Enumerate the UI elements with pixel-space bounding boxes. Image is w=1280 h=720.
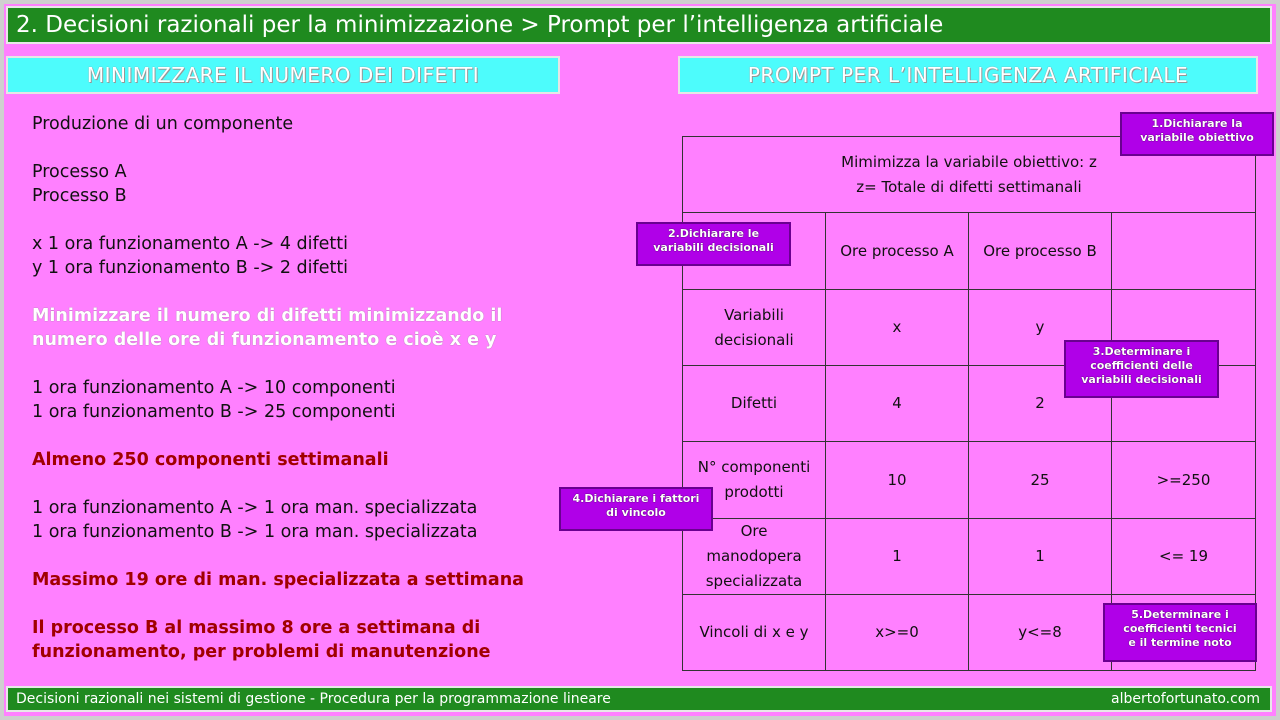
row-label-line: Variabili bbox=[724, 305, 784, 324]
step-tag-2 bbox=[636, 222, 791, 266]
table-cell: 1 bbox=[826, 519, 969, 595]
slide-title: 2. Decisioni razionali per la minimizzazione > Prompt per l’intelligenza artificiale bbox=[6, 6, 1272, 44]
row-label-line: decisionali bbox=[714, 330, 794, 349]
step-tag-line: variabili decisionali bbox=[653, 241, 774, 254]
step-tag-line: 5.Determinare i bbox=[1131, 608, 1229, 621]
footer-site-link: albertofortunato.com bbox=[1110, 691, 1260, 707]
step-tag-line: variabile obiettivo bbox=[1140, 131, 1254, 144]
step-tag-line: 2.Dichiarare le bbox=[667, 227, 760, 240]
step-tag-line: di vincolo bbox=[606, 506, 666, 519]
text-line: 1 ora funzionamento A -> 10 componenti bbox=[32, 378, 396, 398]
constraint-line: funzionamento, per problemi di manutenzione bbox=[32, 642, 491, 662]
row-label-line: Ore bbox=[740, 522, 768, 540]
highlight-line: numero delle ore di funzionamento e cioè x e y bbox=[32, 330, 497, 350]
text-line: Produzione di un componente bbox=[32, 114, 294, 134]
constraint-line: Massimo 19 ore di man. specializzata a settimana bbox=[32, 570, 524, 590]
table-cell: x bbox=[826, 290, 969, 366]
step-tag-3 bbox=[1064, 340, 1219, 398]
constraint-line: Almeno 250 componenti settimanali bbox=[32, 450, 389, 470]
step-tag-line: e il termine noto bbox=[1128, 636, 1232, 649]
table-cell: 10 bbox=[826, 442, 969, 519]
row-label-cell bbox=[683, 290, 826, 366]
table-cell: 2 bbox=[969, 366, 1112, 442]
row-label-line: N° componenti bbox=[697, 458, 811, 476]
text-line: 1 ora funzionamento A -> 1 ora man. specializzata bbox=[32, 498, 478, 518]
step-tag-line: 3.Determinare i bbox=[1092, 345, 1191, 358]
table-header-cell: Ore processo B bbox=[969, 213, 1112, 290]
highlight-line: Minimizzare il numero di difetti minimizzando il bbox=[32, 306, 503, 326]
objective-line: Mimimizza la variabile obiettivo: z bbox=[841, 152, 1097, 171]
step-tag-line: 1.Dichiarare la bbox=[1151, 117, 1243, 130]
row-label-line: specializzata bbox=[705, 572, 803, 590]
step-tag-line: coefficienti tecnici bbox=[1123, 622, 1237, 635]
table-cell: x>=0 bbox=[826, 595, 969, 671]
text-line: x 1 ora funzionamento A -> 4 difetti bbox=[32, 234, 349, 254]
table-cell: 1 bbox=[969, 519, 1112, 595]
row-label-cell: Difetti bbox=[683, 366, 826, 442]
text-line: 1 ora funzionamento B -> 25 componenti bbox=[32, 402, 396, 422]
constraint-line: Il processo B al massimo 8 ore a settimana di bbox=[32, 618, 481, 638]
table-cell: y<=8 bbox=[969, 595, 1112, 671]
lp-table bbox=[682, 136, 1256, 671]
step-tag-line: 4.Dichiarare i fattori bbox=[572, 492, 700, 505]
step-tag-4 bbox=[559, 487, 713, 531]
table-header-cell: Ore processo A bbox=[826, 213, 969, 290]
table-cell: 4 bbox=[826, 366, 969, 442]
text-line: 1 ora funzionamento B -> 1 ora man. specializzata bbox=[32, 522, 478, 542]
footer-bar bbox=[6, 686, 1272, 712]
step-tag-1 bbox=[1120, 112, 1274, 156]
row-label-line: prodotti bbox=[724, 483, 784, 501]
step-tag-line: coefficienti delle bbox=[1090, 359, 1193, 372]
table-cell: y bbox=[969, 290, 1112, 366]
step-tag-5 bbox=[1103, 603, 1257, 662]
footer-left-text: Decisioni razionali nei sistemi di gestione - Procedura per la programmazione lineare bbox=[16, 691, 611, 707]
table-cell: 25 bbox=[969, 442, 1112, 519]
table-cell: <= 19 bbox=[1112, 519, 1256, 595]
left-section-heading: MINIMIZZARE IL NUMERO DEI DIFETTI bbox=[6, 56, 560, 94]
text-line: Processo B bbox=[32, 186, 127, 206]
table-cell: >=250 bbox=[1112, 442, 1256, 519]
text-line: y 1 ora funzionamento B -> 2 difetti bbox=[32, 258, 349, 278]
right-section-heading: PROMPT PER L’INTELLIGENZA ARTIFICIALE bbox=[678, 56, 1258, 94]
text-line: Processo A bbox=[32, 162, 127, 182]
objective-line: z= Totale di difetti settimanali bbox=[856, 177, 1082, 196]
row-label-line: manodopera bbox=[706, 547, 802, 565]
step-tag-line: variabili decisionali bbox=[1081, 373, 1202, 386]
table-cell bbox=[1112, 213, 1256, 290]
row-label-cell: Vincoli di x e y bbox=[683, 595, 826, 671]
